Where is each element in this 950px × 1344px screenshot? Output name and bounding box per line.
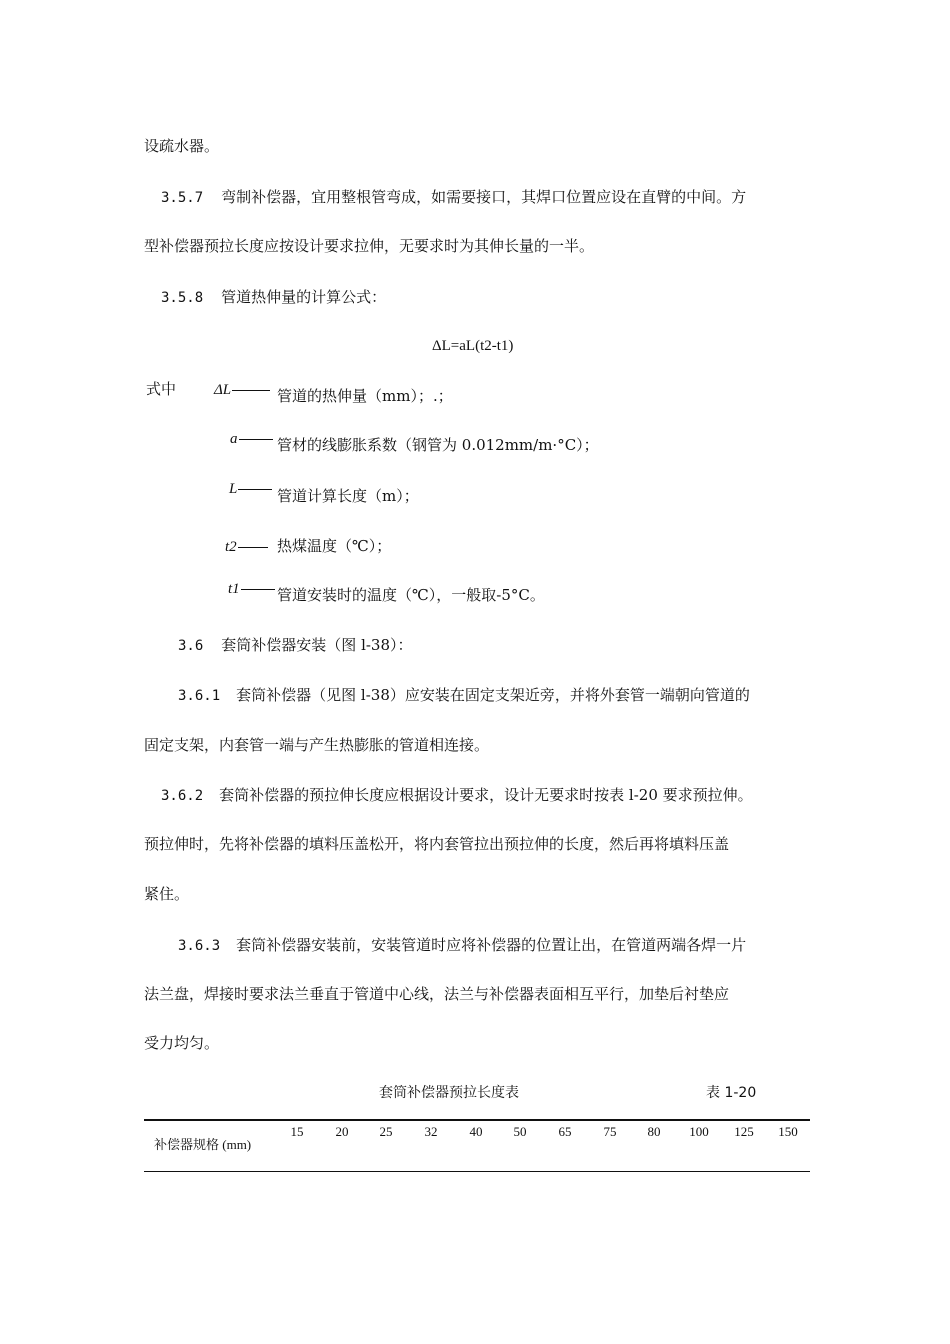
table-size-cell: 32 bbox=[424, 1124, 438, 1139]
clause-number: 3.6.1 bbox=[178, 688, 221, 704]
table-top-rule bbox=[144, 1119, 810, 1121]
formula: ΔL=aL(t2-t1) bbox=[432, 338, 514, 354]
clause-3-5-8 bbox=[161, 287, 386, 308]
clause-number: 3.6.2 bbox=[161, 788, 204, 804]
clause-3-6-1 bbox=[178, 685, 750, 706]
var-symbol: ΔL bbox=[214, 382, 232, 398]
table-size-cell: 20 bbox=[335, 1124, 349, 1139]
paragraph-line: 型补偿器预拉长度应按设计要求拉伸，无要求时为其伸长量的一半。 bbox=[144, 237, 595, 255]
var-desc: 热煤温度（℃）； bbox=[277, 537, 392, 555]
var-row bbox=[225, 536, 268, 557]
clause-3-5-7 bbox=[161, 187, 746, 208]
var-dash bbox=[238, 489, 272, 490]
where-label: 式中 bbox=[146, 380, 177, 398]
table-number: 表 1-20 bbox=[706, 1085, 757, 1101]
var-symbol: L bbox=[229, 481, 238, 497]
paragraph-line: 法兰盘，焊接时要求法兰垂直于管道中心线，法兰与补偿器表面相互平行，加垫后衬垫应 bbox=[144, 985, 730, 1003]
var-desc: 管材的线膨胀系数（钢管为 0.012mm/m·°C）； bbox=[277, 436, 599, 454]
table-title: 套筒补偿器预拉长度表 bbox=[379, 1085, 519, 1101]
clause-number: 3.5.7 bbox=[161, 190, 204, 206]
paragraph-line: 受力均匀。 bbox=[144, 1034, 220, 1052]
var-symbol: t1 bbox=[228, 581, 240, 597]
clause-number: 3.6.3 bbox=[178, 938, 221, 954]
var-symbol: t2 bbox=[225, 539, 237, 555]
table-size-cell: 50 bbox=[513, 1124, 527, 1139]
section-3-6 bbox=[178, 635, 413, 656]
table-size-cell: 65 bbox=[558, 1124, 572, 1139]
var-symbol: a bbox=[230, 431, 238, 447]
var-dash bbox=[241, 589, 275, 590]
var-desc: 管道安装时的温度（℃），一般取-5°C。 bbox=[277, 586, 545, 604]
var-desc: 管道的热伸量（mm）；.； bbox=[277, 387, 453, 405]
paragraph-line: 设疏水器。 bbox=[144, 137, 220, 155]
clause-3-6-3 bbox=[178, 935, 746, 956]
table-bottom-rule bbox=[144, 1171, 810, 1172]
table-size-cell: 75 bbox=[603, 1124, 617, 1139]
table-size-cell: 100 bbox=[689, 1124, 709, 1139]
section-title: 套筒补偿器安装（图 l-38）： bbox=[221, 636, 413, 654]
paragraph-line: 紧住。 bbox=[144, 885, 190, 903]
var-dash bbox=[238, 547, 268, 548]
clause-text: 套筒补偿器（见图 l-38）应安装在固定支架近旁，并将外套管一端朝向管道的 bbox=[236, 686, 750, 704]
var-dash bbox=[239, 439, 273, 440]
var-row bbox=[228, 578, 275, 599]
clause-number: 3.5.8 bbox=[161, 290, 204, 306]
table-size-cell: 40 bbox=[469, 1124, 483, 1139]
table-size-cell: 25 bbox=[379, 1124, 393, 1139]
paragraph-line: 预拉伸时，先将补偿器的填料压盖松开，将内套管拉出预拉伸的长度，然后再将填料压盖 bbox=[144, 835, 730, 853]
table-size-cell: 125 bbox=[734, 1124, 754, 1139]
var-dash bbox=[232, 390, 270, 391]
table-size-cell: 150 bbox=[778, 1124, 798, 1139]
table-size-cell: 15 bbox=[290, 1124, 304, 1139]
var-row bbox=[229, 478, 272, 499]
clause-text: 弯制补偿器，宜用整根管弯成，如需要接口，其焊口位置应设在直臂的中间。方 bbox=[221, 188, 747, 206]
section-number: 3.6 bbox=[178, 638, 204, 654]
clause-3-6-2 bbox=[161, 785, 753, 806]
paragraph-line: 固定支架，内套管一端与产生热膨胀的管道相连接。 bbox=[144, 736, 490, 754]
var-row bbox=[214, 379, 270, 400]
var-desc: 管道计算长度（m）； bbox=[277, 487, 419, 505]
var-row bbox=[230, 428, 273, 449]
table-size-cell: 80 bbox=[647, 1124, 661, 1139]
clause-text: 管道热伸量的计算公式： bbox=[221, 288, 387, 306]
table-row-label: 补偿器规格 (mm) bbox=[154, 1137, 252, 1152]
clause-text: 套筒补偿器安装前，安装管道时应将补偿器的位置让出，在管道两端各焊一片 bbox=[236, 936, 747, 954]
clause-text: 套筒补偿器的预拉伸长度应根据设计要求，设计无要求时按表 l-20 要求预拉伸。 bbox=[219, 786, 753, 804]
